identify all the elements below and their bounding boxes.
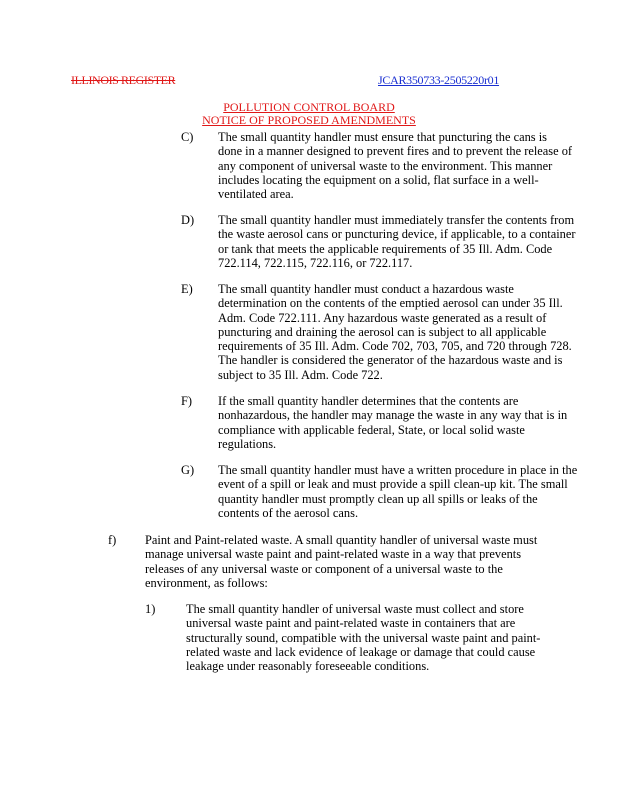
item-text-e: The small quantity handler must conduct a hazardous waste determination on the contents of the emptied aerosol can under 35 Ill. Adm. Code 722.111. Any hazardous waste generated as a result of puncturing and draining the aerosol can is subject to all applicable requirements of 35 Ill. Adm. Code 702, 703, 705, and 720 through 728. The handler is considered the generator of the hazardous waste and is subject to 35 Ill. Adm. Code 722. xyxy=(218,282,572,382)
section-text-f: Paint and Paint-related waste. A small quantity handler of universal waste must manage universal waste paint and paint-related waste in a way that prevents releases of any universal waste or component of a universal waste to the environment, as follows: xyxy=(145,533,538,590)
section-label-f: f) xyxy=(108,533,117,547)
subsection-text-1: The small quantity handler of universal waste must collect and store universal waste paint and paint-related waste in containers that are structurally sound, compatible with the universal waste paint and paint-related waste and lack evidence of leakage or damage that could cause leakage under reasonably foreseeable conditions. xyxy=(186,602,541,674)
agency-name: POLLUTION CONTROL BOARD xyxy=(223,100,395,114)
item-label-d: D) xyxy=(181,213,195,227)
item-text-d: The small quantity handler must immediately transfer the contents from the waste aerosol cans or puncturing device, if applicable, to a container or tank that meets the applicable requirements of 35 Ill. Adm. Code 722.114, 722.115, 722.116, or 722.117. xyxy=(218,213,576,270)
register-header: ILLINOIS REGISTER xyxy=(71,73,176,87)
item-text-f: If the small quantity handler determines that the contents are nonhazardous, the handler may manage the waste in any way that is in compliance with applicable federal, State, or local solid waste regulations. xyxy=(218,394,568,451)
notice-title: NOTICE OF PROPOSED AMENDMENTS xyxy=(202,113,416,127)
item-label-e: E) xyxy=(181,282,193,296)
item-label-g: G) xyxy=(181,463,195,477)
item-text-g: The small quantity handler must have a written procedure in place in the event of a spill or leak and must provide a spill clean-up kit. The small quantity handler must promptly clean up all spills or leaks of the contents of the aerosol cans. xyxy=(218,463,578,520)
item-label-f: F) xyxy=(181,394,193,408)
item-label-c: C) xyxy=(181,130,194,144)
subsection-label-1: 1) xyxy=(145,602,156,616)
jcar-code[interactable]: JCAR350733-2505220r01 xyxy=(378,73,500,87)
item-text-c: The small quantity handler must ensure that puncturing the cans is done in a manner designed to prevent fires and to prevent the release of any component of universal waste to the environment. This manner includes locating the equipment on a solid, flat surface in a well-ventilated area. xyxy=(218,130,573,202)
